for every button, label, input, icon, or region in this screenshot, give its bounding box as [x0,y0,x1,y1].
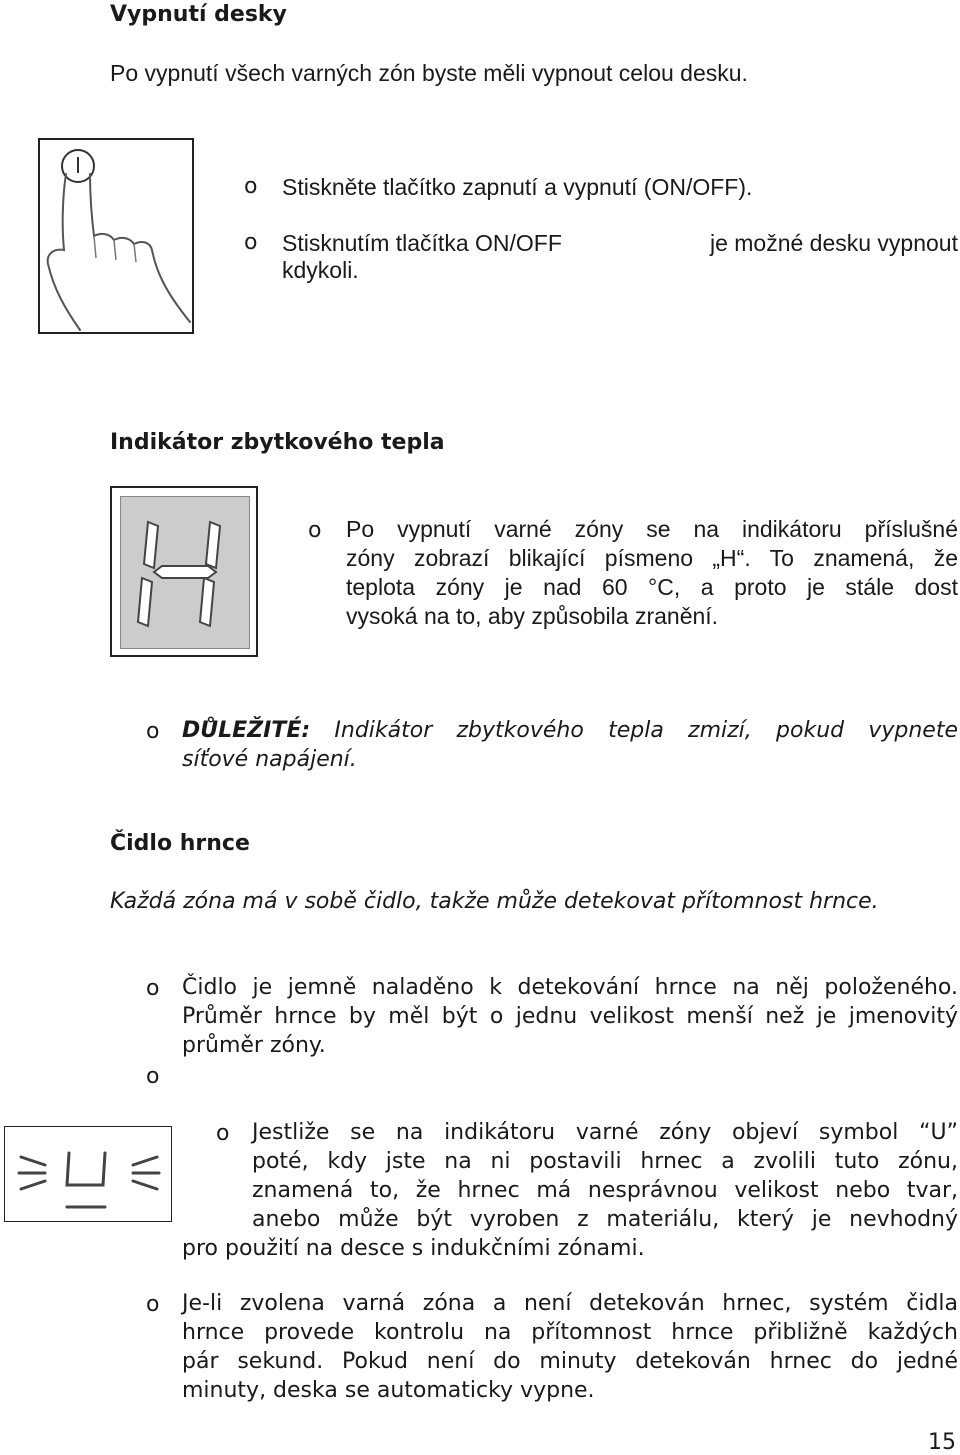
u-symbol-icon [5,1127,171,1221]
bullet-marker: o [216,1121,230,1146]
bullet-marker: o [244,174,258,199]
important-note [182,716,958,774]
bullet-marker: o [146,719,160,744]
pot-sensor-paragraph-2 [182,1118,958,1263]
important-text: Indikátor zbytkového tepla zmizí, pokud vypnete [334,718,958,743]
pot-sensor-paragraph-1 [182,973,958,1060]
bullet-marker: o [146,1064,160,1089]
paragraph-line: průměr zóny. [182,1033,326,1058]
pot-sensor-paragraph-3 [182,1289,958,1405]
power-button-illustration [38,138,194,334]
power-off-step-2-c: kdykoli. [282,257,359,283]
important-text-line2: síťové napájení. [182,747,357,772]
power-off-step-2-a: Stisknutím tlačítka ON/OFF [282,230,562,256]
important-label: DŮLEŽITÉ: [182,718,311,743]
paragraph-line: hrnce provede kontrolu na přítomnost hrnce přibližně každých [182,1320,958,1345]
paragraph-line: anebo může být vyroben z materiálu, který je nevhodný [252,1207,958,1232]
residual-heat-display-illustration [110,486,258,657]
hand-press-icon [40,140,192,332]
paragraph-line: Čidlo je jemně naladěno k detekování hrnce na něj položeného. [182,975,958,1000]
section-title-pot-sensor: Čidlo hrnce [110,831,250,856]
residual-heat-paragraph [346,515,958,631]
paragraph-line: Jestliže se na indikátoru varné zóny objeví symbol “U” [252,1120,958,1145]
bullet-marker: o [146,1292,160,1317]
paragraph-line: minuty, deska se automaticky vypne. [182,1378,595,1403]
power-off-step-1: Stiskněte tlačítko zapnutí a vypnutí (ON/OFF). [282,174,753,200]
paragraph-line: Je-li zvolena varná zóna a není detekován hrnec, systém čidla [182,1291,958,1316]
pot-warning-display-illustration [4,1126,172,1222]
paragraph-line: teplota zóny je nad 60 °C, a proto je stále dost [346,574,958,600]
paragraph-line: zóny zobrazí blikající písmeno „H“. To znamená, že [346,545,958,571]
h-segment-icon [112,488,256,655]
power-off-step-2-b: je možné desku vypnout [709,230,958,256]
section-title-residual-heat: Indikátor zbytkového tepla [110,430,445,455]
bullet-marker: o [244,230,258,255]
section-intro-pot-sensor: Každá zóna má v sobě čidlo, takže může detekovat přítomnost hrnce. [110,889,879,914]
paragraph-line: vysoká na to, aby způsobila zranění. [346,603,719,629]
paragraph-line: znamená to, že hrnec má nesprávnou velikost nebo tvar, [252,1178,958,1203]
bullet-marker: o [146,976,160,1001]
paragraph-line: Průměr hrnce by měl být o jednu velikost menší než je jmenovitý [182,1004,958,1029]
page-number: 15 [928,1430,956,1455]
paragraph-line: pro použití na desce s indukčními zónami. [182,1236,645,1261]
paragraph-line: pár sekund. Pokud není do minuty detekován hrnec do jedné [182,1349,958,1374]
bullet-marker: o [308,518,322,543]
section-intro-power-off: Po vypnutí všech varných zón byste měli vypnout celou desku. [110,60,748,86]
section-title-power-off: Vypnutí desky [110,2,287,27]
paragraph-line: poté, kdy jste na ni postavili hrnec a zvolili tuto zónu, [252,1149,958,1174]
paragraph-line: Po vypnutí varné zóny se na indikátoru příslušné [346,516,958,542]
